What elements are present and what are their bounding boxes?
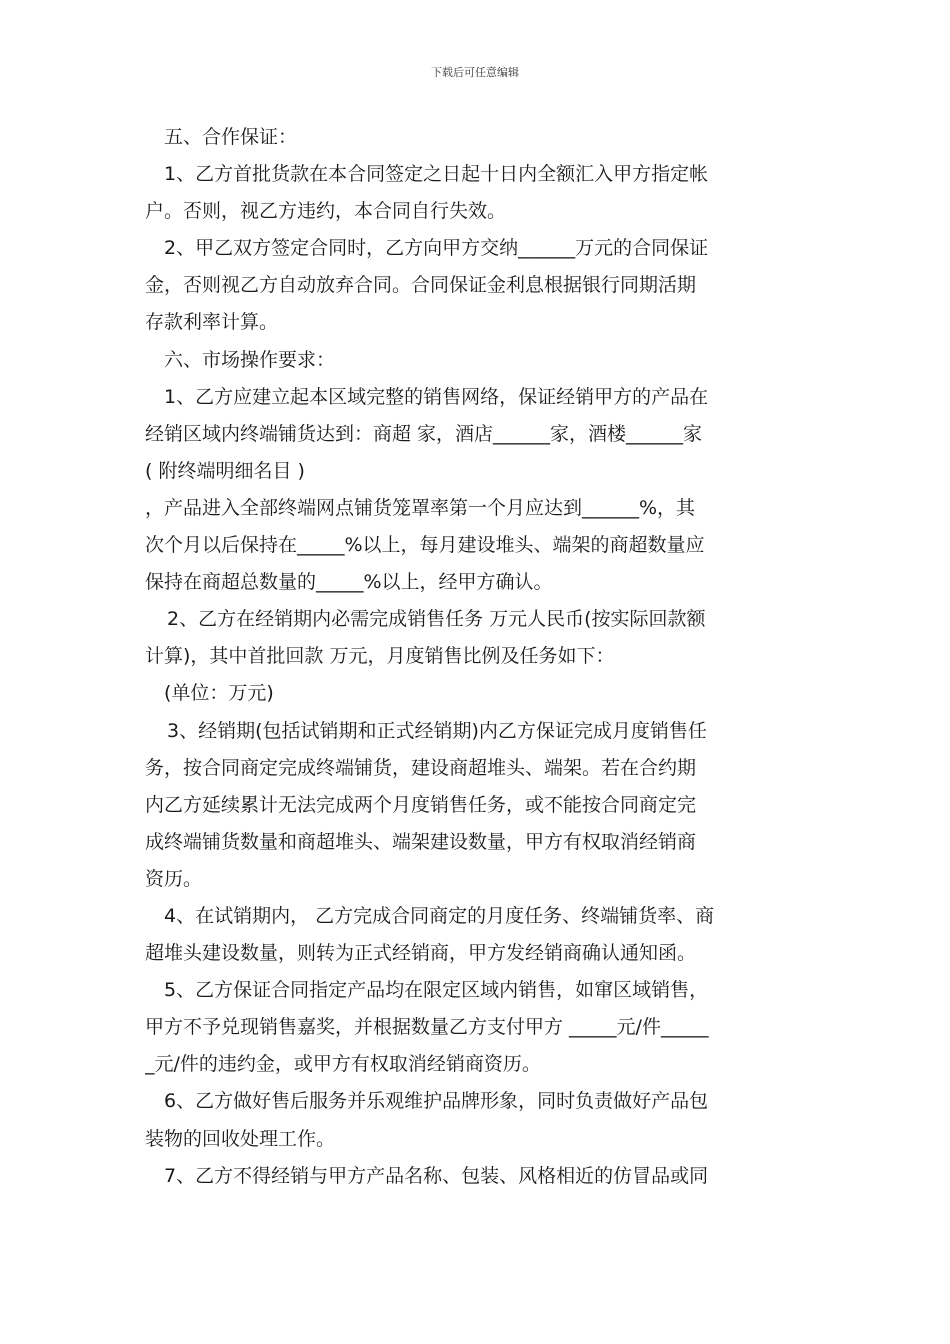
paragraph-line: 6、乙方做好售后服务并乐观维护品牌形象，同时负责做好产品包 xyxy=(164,1090,709,1113)
paragraph-line: 次个月以后保持在_____%以上，每月建设堆头、端架的商超数量应 xyxy=(145,534,705,557)
paragraph-line: 1、乙方首批货款在本合同签定之日起十日内全额汇入甲方指定帐 xyxy=(164,163,709,186)
paragraph-line: 金，否则视乙方自动放弃合同。合同保证金利息根据银行同期活期 xyxy=(145,274,697,297)
paragraph-line: 内乙方延续累计无法完成两个月度销售任务，或不能按合同商定完 xyxy=(145,793,697,816)
paragraph-line: 保持在商超总数量的_____%以上，经甲方确认。 xyxy=(145,571,553,594)
paragraph-line: 2、甲乙双方签定合同时，乙方向甲方交纳______万元的合同保证 xyxy=(164,237,709,260)
page-header-note: 下载后可任意编辑 xyxy=(431,66,519,79)
paragraph-line: 5、乙方保证合同指定产品均在限定区域内销售，如窜区域销售， xyxy=(164,979,709,1002)
paragraph-line: 计算)，其中首批回款 万元，月度销售比例及任务如下： xyxy=(145,645,615,668)
paragraph-line: 存款利率计算。 xyxy=(145,311,279,334)
paragraph-line: _元/件的违约金，或甲方有权取消经销商资历。 xyxy=(145,1053,541,1076)
paragraph-line: 装物的回收处理工作。 xyxy=(145,1127,336,1150)
paragraph-line: ( 附终端明细名目 ) xyxy=(145,459,305,482)
paragraph-line: 4、在试销期内， 乙方完成合同商定的月度任务、终端铺货率、商 xyxy=(164,904,715,927)
paragraph-line: 1、乙方应建立起本区域完整的销售网络，保证经销甲方的产品在 xyxy=(164,385,709,408)
contract-body xyxy=(145,119,807,1195)
paragraph-line: 成终端铺货数量和商超堆头、端架建设数量，甲方有权取消经销商 xyxy=(145,830,697,853)
paragraph-line: 甲方不予兑现销售嘉奖，并根据数量乙方支付甲方 _____元/件_____ xyxy=(145,1016,709,1039)
paragraph-line: 超堆头建设数量，则转为正式经销商，甲方发经销商确认通知函。 xyxy=(145,942,697,965)
paragraph-line: 2、乙方在经销期内必需完成销售任务 万元人民币(按实际回款额 xyxy=(167,608,706,631)
paragraph-line: (单位：万元) xyxy=(164,682,274,705)
section-heading: 五、合作保证： xyxy=(164,126,298,148)
paragraph-line: 户。否则，视乙方违约，本合同自行失效。 xyxy=(145,200,507,223)
paragraph-line: 7、乙方不得经销与甲方产品名称、包装、风格相近的仿冒品或同 xyxy=(164,1164,709,1187)
section-heading: 六、市场操作要求： xyxy=(164,348,336,371)
paragraph-line: 经销区域内终端铺货达到：商超 家，酒店______家，酒楼______家 xyxy=(145,422,703,445)
paragraph-line: 资历。 xyxy=(145,867,203,890)
paragraph-line: 务，按合同商定完成终端铺货，建设商超堆头、端架。若在合约期 xyxy=(145,756,697,779)
paragraph-line: ，产品进入全部终端网点铺货笼罩率第一个月应达到______%，其 xyxy=(145,496,696,519)
paragraph-line: 3、经销期(包括试销期和正式经销期)内乙方保证完成月度销售任 xyxy=(167,719,707,742)
